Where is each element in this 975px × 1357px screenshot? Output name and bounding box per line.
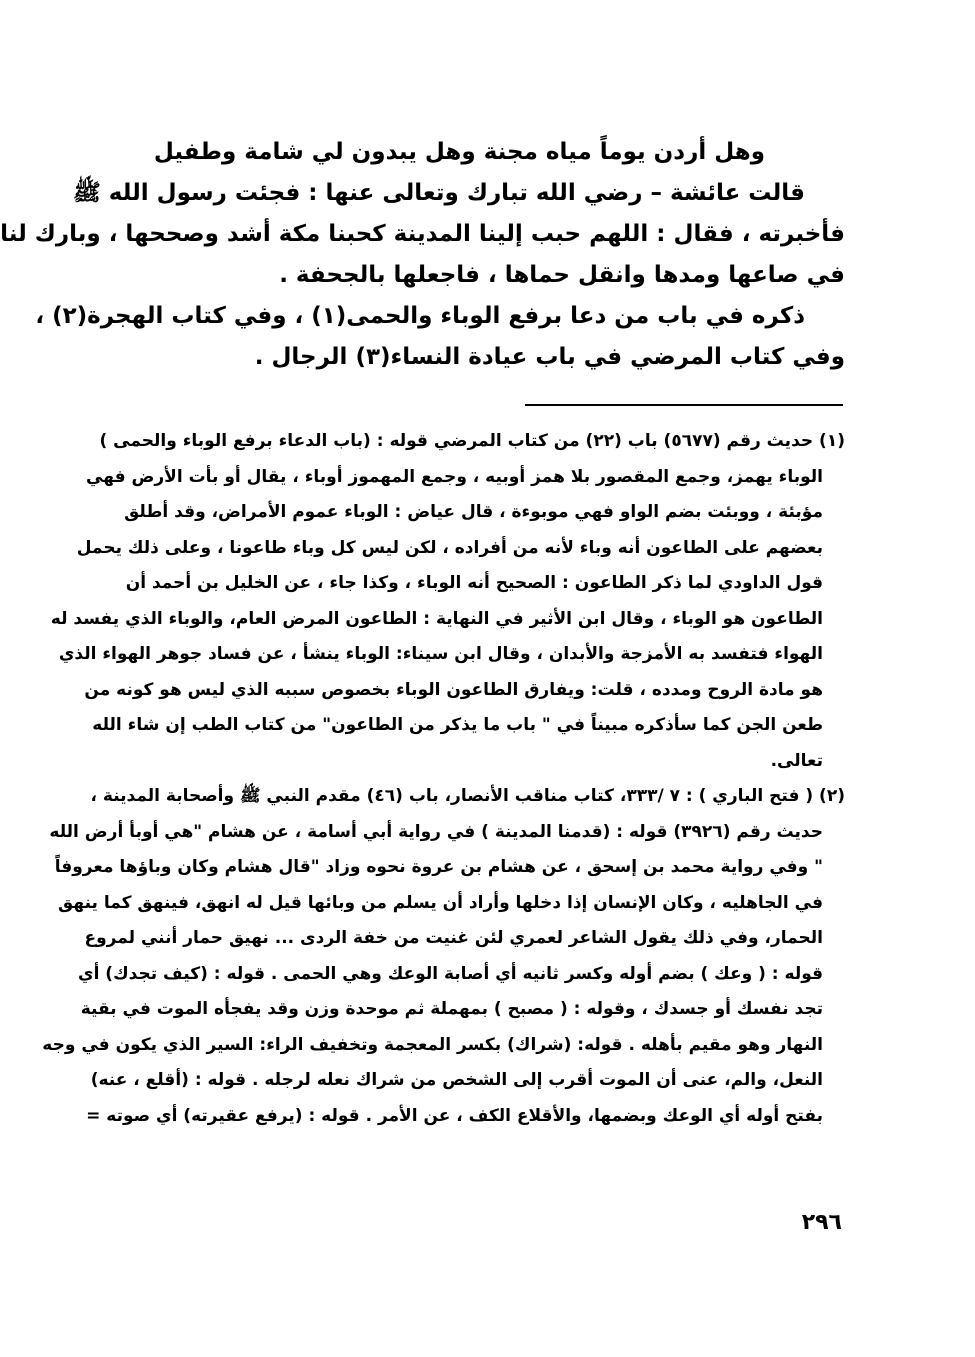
footnote-1-line: الوباء يهمز، وجمع المقصور بلا همز أوبيه ، وجمع المهموز أوباء ، يقال أو بأت الأرض فهي: [86, 466, 823, 487]
footnote-2-line: (٢) ( فتح الباري ) : ٧ /٣٣٣، كتاب مناقب الأنصار، باب (٤٦) مقدم النبي ﷺ وأصحابة المدينة ،: [90, 786, 845, 806]
footnote-1-line: قول الداودي لما ذكر الطاعون : الصحيح أنه الوباء ، وكذا جاء ، عن الخليل بن أحمد أن: [125, 573, 823, 593]
footnote-2-line: في الجاهليه ، وكان الإنسان إذا دخلها وأراد أن يسلم من وبائها قيل له انهق، فينهق كما ينهق: [58, 892, 823, 913]
footnote-2-line: تجد نفسك أو جسدك ، وقوله : ( مصبح ) بمهملة ثم موحدة وزن وقد يفجأه الموت في بقية: [80, 999, 823, 1019]
footnote-1-line: (١) حديث رقم (٥٦٧٧) باب (٢٢) من كتاب المرضي قوله : (باب الدعاء برفع الوباء والحمى ): [99, 431, 845, 451]
footnote-1-line: هو مادة الروح ومدده ، قلت: ويفارق الطاعون الوباء بخصوص سببه الذي ليس هو كونه من: [84, 679, 823, 700]
verse-first-hemistich: وهل أردن يوماً مياه مجنة: [483, 139, 765, 165]
poem-verse: [99, 132, 845, 173]
footnote-2-line: " وفي رواية محمد بن إسحق ، عن هشام بن عروة نحوه وزاد "قال هشام وكان وباؤها معروفاً: [54, 857, 823, 877]
main-line: وفي كتاب المرضي في باب عيادة النساء(٣) الرجال .: [254, 344, 845, 370]
footnote-1-line: الطاعون هو الوباء ، وقال ابن الأثير في النهاية : الطاعون المرض العام، والوباء الذي يفسد له: [50, 608, 823, 629]
footnotes: [42, 424, 845, 1134]
main-line: ذكره في باب من دعا برفع الوباء والحمى(١) ، وفي كتاب الهجرة(٢) ،: [35, 303, 805, 329]
verse-second-hemistich: وهل يبدون لي شامة وطفيل: [153, 139, 476, 165]
footnote-1-line: مؤبئة ، ووبئت بضم الواو فهي موبوءة ، قال عياض : الوباء عموم الأمراض، وقد أطلق: [124, 502, 823, 522]
footnote-2-line: الحمار، وفي ذلك يقول الشاعر لعمري لئن غنيت من خفة الردى ... نهيق حمار أنني لمروع: [84, 928, 823, 948]
footnote-2-line: النهار وهو مقيم بأهله . قوله: (شراك) بكسر المعجمة وتخفيف الراء: السير الذي يكون في وجه: [42, 1034, 823, 1055]
main-line: فأخبرته ، فقال : اللهم حبب إلينا المدينة كحبنا مكة أشد وصححها ، وبارك لنا: [0, 221, 845, 247]
footnote-1-line: تعالى.: [770, 750, 823, 771]
main-text: [0, 132, 845, 378]
footnote-1-line: بعضهم على الطاعون أنه وباء لأنه من أفراده ، لكن ليس كل وباء طاعونا ، وعلى ذلك يحمل: [76, 537, 823, 558]
footnote-2-line: حديث رقم (٣٩٢٦) قوله : (قدمنا المدينة ) في رواية أبي أسامة ، عن هشام "هي أوبأ أرض الله: [49, 821, 823, 842]
footnote-2-line: قوله : ( وعك ) بضم أوله وكسر ثانيه أي أصابة الوعك وهي الحمى . قوله : (كيف تجدك) أي: [77, 963, 823, 984]
footnote-2-line: النعل، والم، عنى أن الموت أقرب إلى الشخص من شراك نعله لرجله . قوله : (أقلع ، عنه): [90, 1070, 823, 1090]
main-line: قالت عائشة – رضي الله تبارك وتعالى عنها : فجئت رسول الله ﷺ: [72, 180, 805, 206]
main-line: في صاعها ومدها وانقل حماها ، فاجعلها بالجحفة .: [279, 262, 845, 288]
footnote-1-line: الهواء فتفسد به الأمزجة والأبدان ، وقال ابن سيناء: الوباء ينشأ ، عن فساد جوهر الهواء الذي: [58, 644, 823, 664]
footnote-2-line: بفتح أوله أي الوعك وبضمها، والأقلاع الكف ، عن الأمر . قوله : (يرفع عقيرته) أي صوته =: [86, 1105, 823, 1126]
footnote-divider: [525, 404, 843, 406]
footnote-1-line: طعن الجن كما سأذكره مبيناً في " باب ما يذكر من الطاعون" من كتاب الطب إن شاء الله: [92, 715, 823, 735]
page-number: ٢٩٦: [801, 1210, 842, 1235]
